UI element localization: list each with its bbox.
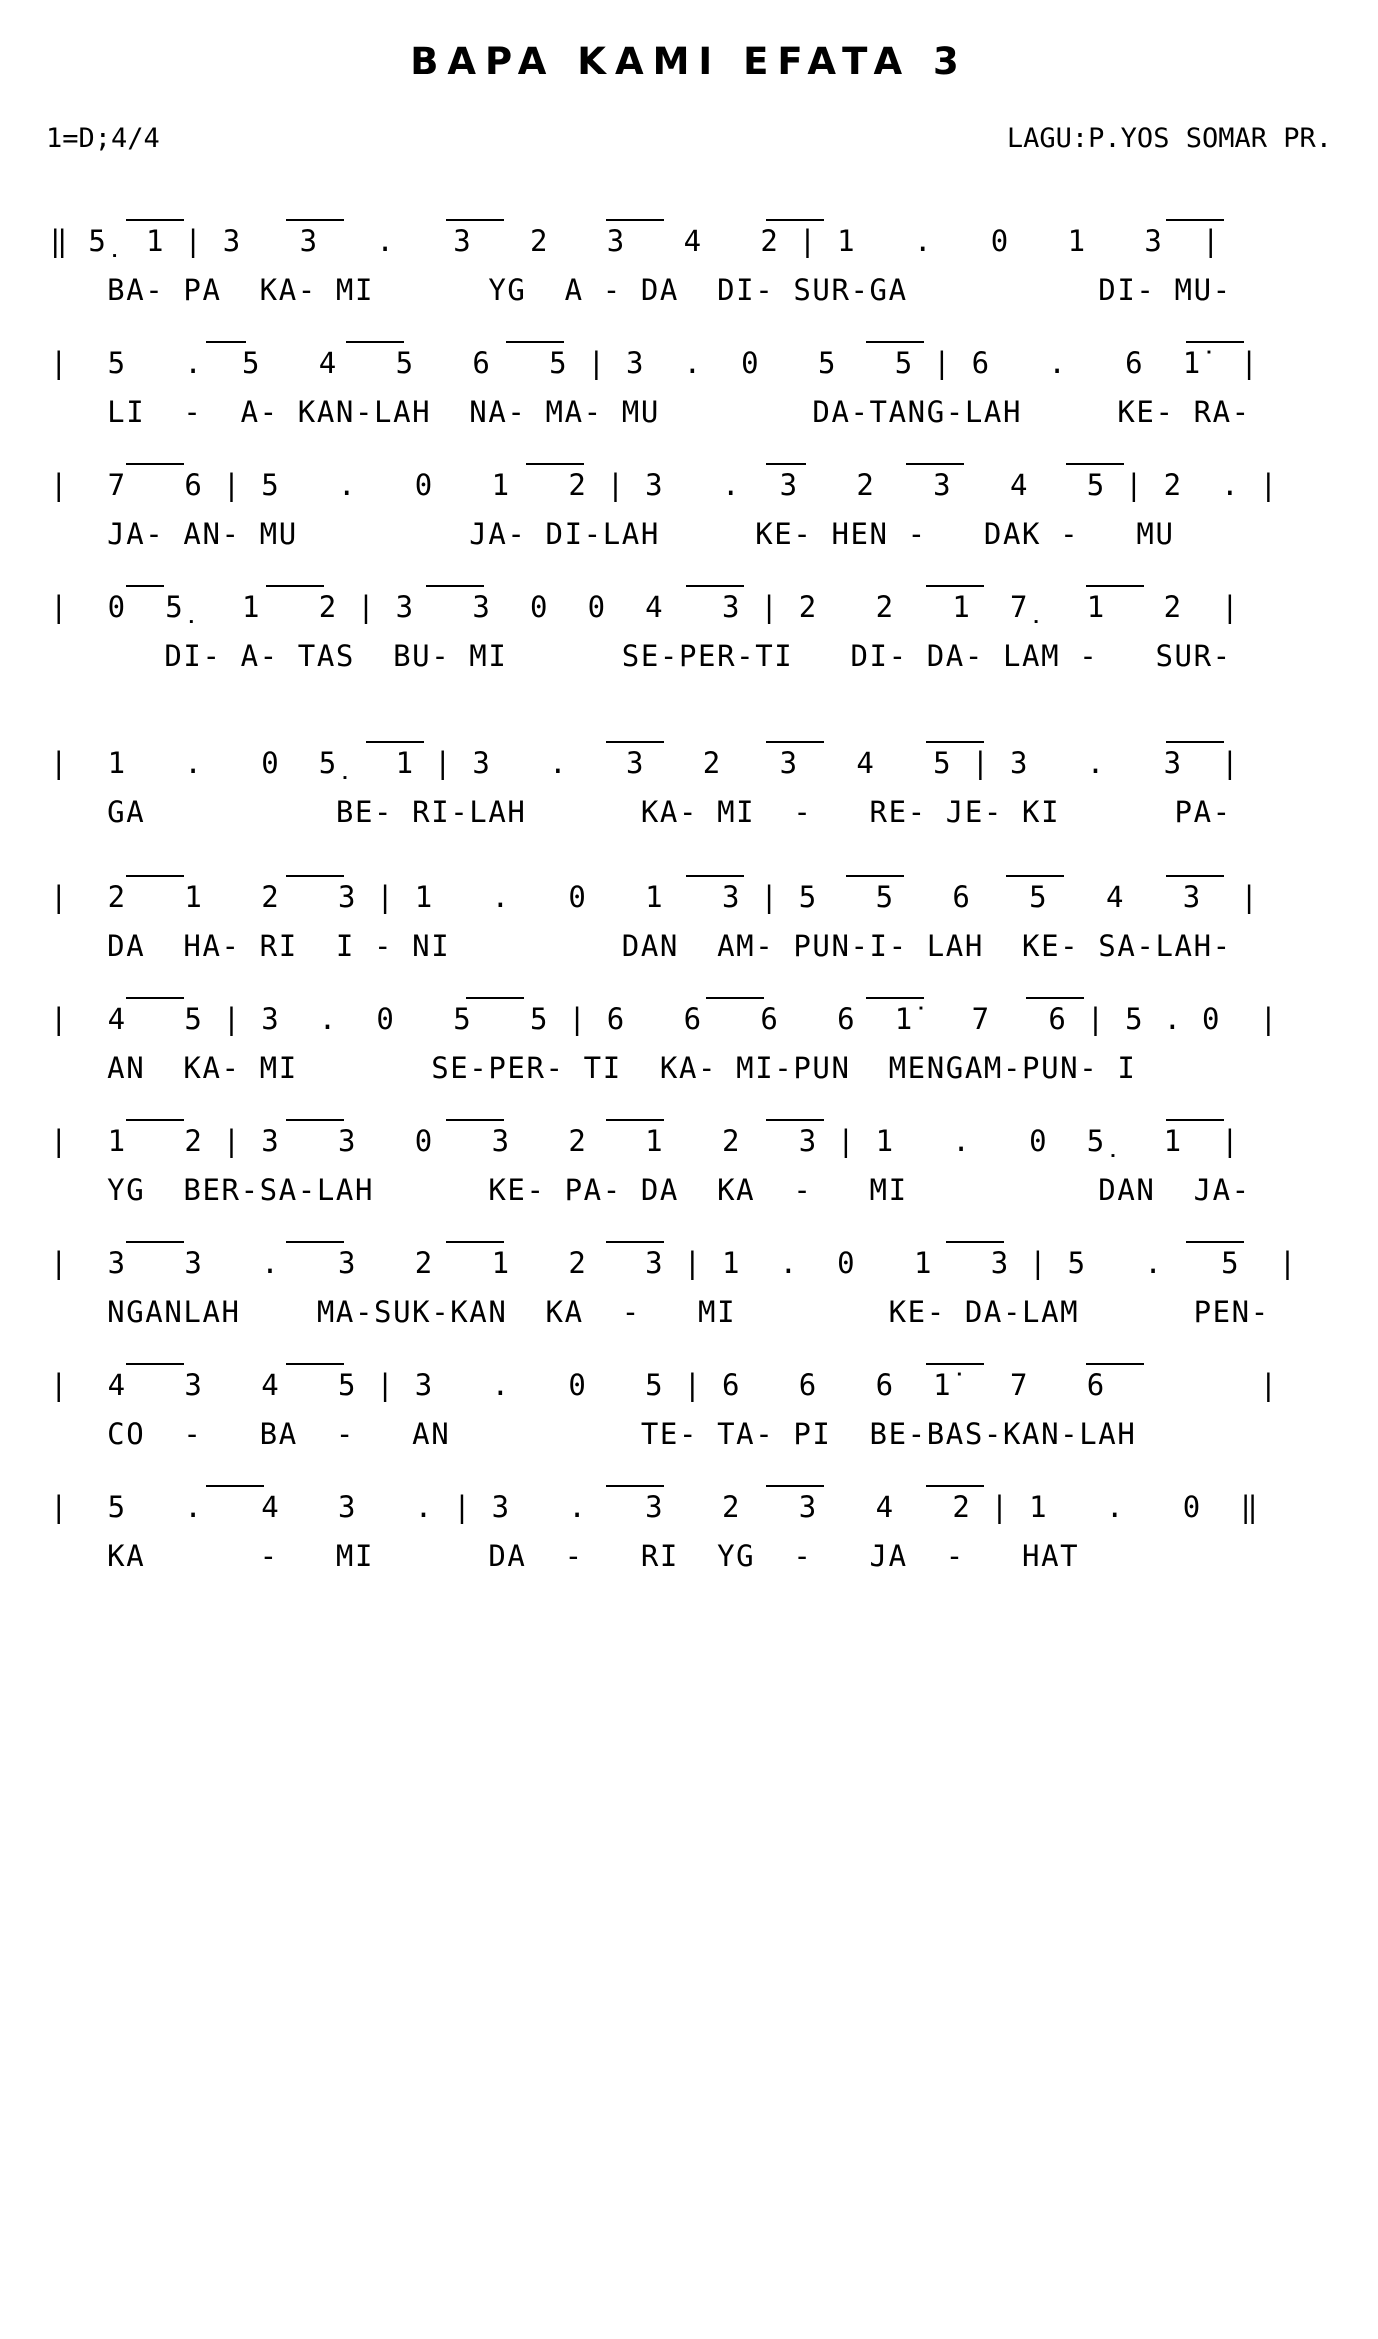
lyrics-line: LI - A- KAN-LAH NA- MA- MU DA-TANG-LAH KE- RA- <box>50 395 1251 429</box>
lyrics-line: YG BER-SA-LAH KE- PA- DA KA - MI DAN JA- <box>50 1173 1251 1207</box>
music-system-4 <box>0 576 1378 676</box>
key-signature: 1=D;4/4 <box>46 123 160 154</box>
music-system-1 <box>0 210 1378 310</box>
notation-line: | 5 . 5 4 5 6 5 | 3 . 0 5 5 | 6 . 6 1̇ | <box>50 346 1260 380</box>
notation-line: ‖ 5̣ 1 | 3 3 . 3 2 3 4 2 | 1 . 0 1 3 | <box>50 224 1222 258</box>
notation-line: | 3 3 . 3 2 1 2 3 | 1 . 0 1 3 | 5 . 5 | <box>50 1246 1298 1280</box>
notation-line: | 4 5 | 3 . 0 5 5 | 6 6 6 6 1̇ 7 6 | 5 . 0 | <box>50 1002 1279 1036</box>
notation-line: | 1 2 | 3 3 0 3 2 1 2 3 | 1 . 0 5̣ 1 | <box>50 1124 1241 1158</box>
lyrics-line: DI- A- TAS BU- MI SE-PER-TI DI- DA- LAM - SUR- <box>50 639 1232 673</box>
music-system-9 <box>0 1232 1378 1332</box>
music-system-2 <box>0 332 1378 432</box>
lyrics-line: CO - BA - AN TE- TA- PI BE-BAS-KAN-LAH <box>50 1417 1137 1451</box>
lyrics-line: JA- AN- MU JA- DI-LAH KE- HEN - DAK - MU <box>50 517 1175 551</box>
lyrics-line: KA - MI DA - RI YG - JA - HAT <box>50 1539 1080 1573</box>
music-system-7 <box>0 988 1378 1088</box>
lyrics-line: BA- PA KA- MI YG A - DA DI- SUR-GA DI- MU- <box>50 273 1232 307</box>
music-system-10 <box>0 1354 1378 1454</box>
lyrics-line: DA HA- RI I - NI DAN AM- PUN-I- LAH KE- SA-LAH- <box>50 929 1232 963</box>
music-system-11 <box>0 1476 1378 1576</box>
music-system-6 <box>0 866 1378 966</box>
lyrics-line: AN KA- MI SE-PER- TI KA- MI-PUN MENGAM-PUN- I <box>50 1051 1137 1085</box>
lyrics-line: GA BE- RI-LAH KA- MI - RE- JE- KI PA- <box>50 795 1232 829</box>
music-system-5 <box>0 732 1378 832</box>
composer-credit: LAGU:P.YOS SOMAR PR. <box>1006 123 1332 154</box>
notation-line: | 1 . 0 5̣ 1 | 3 . 3 2 3 4 5 | 3 . 3 | <box>50 746 1241 780</box>
music-system-3 <box>0 454 1378 554</box>
notation-line: | 5 . 4 3 . | 3 . 3 2 3 4 2 | 1 . 0 ‖ <box>50 1490 1260 1524</box>
notation-line: | 2 1 2 3 | 1 . 0 1 3 | 5 5 6 5 4 3 | <box>50 880 1260 914</box>
notation-line: | 4 3 4 5 | 3 . 0 5 | 6 6 6 1̇ 7 6 | <box>50 1368 1279 1402</box>
notation-line: | 0 5̣ 1 2 | 3 3 0 0 4 3 | 2 2 1 7̣ 1 2 | <box>50 590 1241 624</box>
music-system-8 <box>0 1110 1378 1210</box>
notation-line: | 7 6 | 5 . 0 1 2 | 3 . 3 2 3 4 5 | 2 . | <box>50 468 1279 502</box>
lyrics-line: NGANLAH MA-SUK-KAN KA - MI KE- DA-LAM PEN- <box>50 1295 1270 1329</box>
song-title: BAPA KAMI EFATA 3 <box>410 40 968 83</box>
